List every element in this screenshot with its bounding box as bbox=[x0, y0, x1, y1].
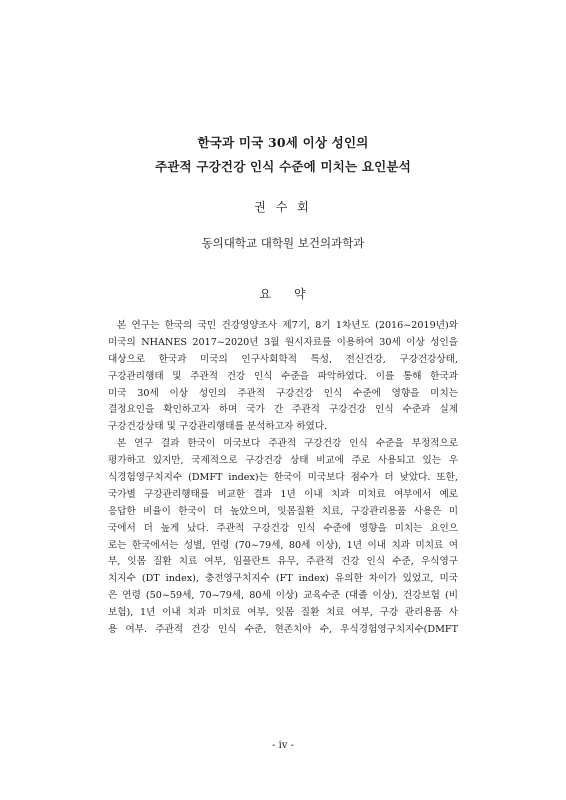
abstract-body bbox=[108, 318, 458, 639]
text-line: 구강관리행태 및 주관적 건강 인식 수준을 파악하였다. 이를 통해 한국과 bbox=[108, 370, 458, 382]
author-affiliation: 동의대학교 대학원 보건의과학과 bbox=[201, 236, 365, 250]
text-line: 용 여부. 주관적 건강 인식 수준, 현존치아 수, 우식경험영구치지수(DMFT bbox=[108, 624, 458, 636]
page-number: - iv - bbox=[272, 740, 294, 751]
abstract-paragraph-1 bbox=[108, 318, 458, 436]
text-line: 구강건강상태 및 구강관리행태를 분석하고자 하였다. bbox=[108, 421, 328, 433]
text-line: 본 연구 결과 한국이 미국보다 주관적 구강건강 인식 수준을 부정적으로 bbox=[117, 438, 458, 450]
text-line: 로는 한국에서는 성별, 연령 (70~79세, 80세 이상), 1년 이내 치과 미치료 여 bbox=[108, 539, 458, 551]
text-line: 결정요인을 확인하고자 하며 국가 간 주관적 구강건강 인식 수준과 실제 bbox=[108, 404, 458, 416]
text-line: 은 연령 (50~59세, 70~79세, 80세 이상) 교육수준 (대졸 이상), 건강보험 (비 bbox=[108, 590, 458, 602]
paper-title bbox=[0, 131, 566, 179]
text-line: 식경험영구치지수 (DMFT index)는 한국이 미국보다 점수가 더 낮았다. 또한, bbox=[108, 472, 458, 484]
text-line: 응답한 비율이 한국이 더 높았으며, 잇몸질환 치료, 구강관리용품 사용은 미 bbox=[108, 505, 458, 517]
text-line: 치지수 (DT index), 충전영구치지수 (FT index) 유의한 차이가 있었고, 미국 bbox=[108, 573, 458, 585]
abstract-paragraph-2 bbox=[108, 436, 458, 639]
text-line: 미국의 NHANES 2017~2020년 3월 원시자료를 이용하여 30세 이상 성인을 bbox=[108, 336, 458, 348]
author-name: 권 수 회 bbox=[254, 200, 312, 214]
text-line: 보험), 1년 이내 치과 미치료 여부, 잇몸 질환 치료 여부, 구강 관리용품 사 bbox=[108, 607, 458, 619]
text-line: 대상으로 한국과 미국의 인구사회학적 특성, 전신건강, 구강건강상태, bbox=[108, 353, 458, 365]
text-line: 부, 잇몸 질환 치료 여부, 임플란트 유무, 주관적 건강 인식 수준, 우식영구 bbox=[108, 556, 458, 568]
abstract-heading-part1: 요 bbox=[259, 287, 272, 301]
abstract-heading bbox=[0, 285, 566, 302]
text-line: 미국 30세 이상 성인의 주관적 구강건강 인식 수준에 영향을 미치는 bbox=[108, 387, 458, 399]
text-line: 본 연구는 한국의 국민 건강영양조사 제7기, 8기 1차년도 (2016~2019년)와 bbox=[117, 320, 458, 331]
text-line: 국에서 더 높게 났다. 주관적 구강건강 인식 수준에 영향을 미치는 요인으 bbox=[108, 522, 458, 534]
title-line-2: 주관적 구강건강 인식 수준에 미치는 요인분석 bbox=[155, 159, 411, 174]
title-line-1: 한국과 미국 30세 이상 성인의 bbox=[197, 135, 369, 150]
abstract-heading-part2: 약 bbox=[294, 287, 307, 301]
text-line: 국가별 구강관리행태를 비교한 결과 1년 이내 치과 미치료 여부에서 예로 bbox=[108, 488, 458, 500]
text-line: 평가하고 있지만, 국제적으로 구강건강 상태 비교에 주로 사용되고 있는 우 bbox=[108, 455, 458, 467]
